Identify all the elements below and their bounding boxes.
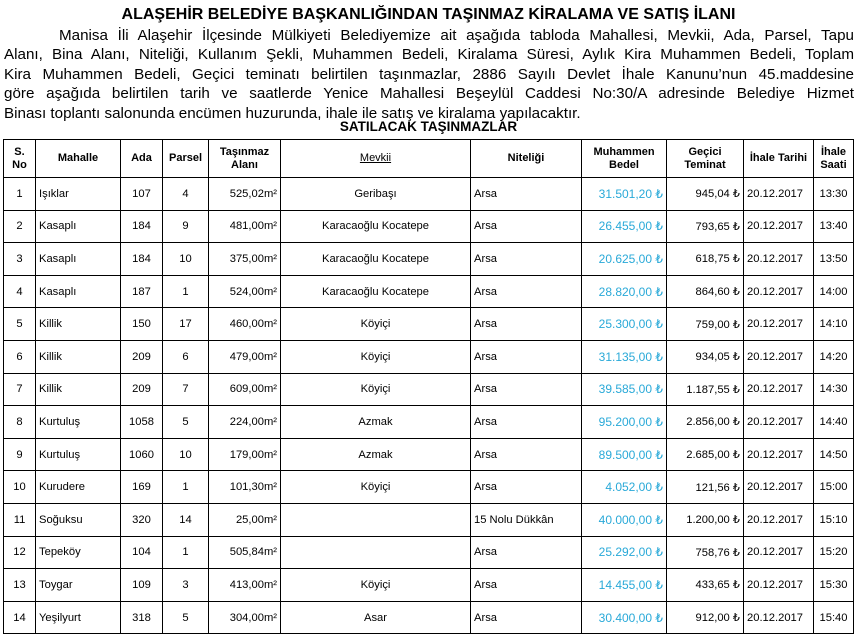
cell-niteligi: 15 Nolu Dükkân [471,503,582,536]
cell-no: 6 [4,340,36,373]
cell-mahalle: Kasaplı [36,210,121,243]
table-row [4,406,854,439]
table-row [4,275,854,308]
cell-mahalle: Işıklar [36,178,121,211]
cell-mevkii: Geribaşı [281,178,471,211]
cell-parsel: 1 [163,536,209,569]
cell-ada: 109 [121,569,163,602]
header-niteligi: Niteliği [471,140,582,178]
cell-tarih: 20.12.2017 [744,308,814,341]
cell-mahalle: Yeşilyurt [36,601,121,634]
cell-mevkii: Karacaoğlu Kocatepe [281,243,471,276]
table-row [4,471,854,504]
header-alan: Taşınmaz Alanı [209,140,281,178]
cell-muhammen: 30.400,00 ₺ [582,601,667,634]
intro-line: Manisa İli Alaşehir İlçesinde Mülkiyeti Belediyemize ait aşağıda tabloda Mahallesi, Mevkii, Ada, Parsel, Tapu [59,27,854,44]
cell-saat: 15:40 [814,601,854,634]
table-row [4,340,854,373]
cell-alan: 505,84m² [209,536,281,569]
cell-parsel: 5 [163,601,209,634]
cell-mevkii: Karacaoğlu Kocatepe [281,210,471,243]
cell-parsel: 7 [163,373,209,406]
intro-line: göre aşağıda belirtilen tarih ve saatlerde Yenice Mahallesi Beşeylül Caddesi No:30/A adresinde Belediye Hizmet [4,85,854,103]
cell-tarih: 20.12.2017 [744,471,814,504]
cell-alan: 479,00m² [209,340,281,373]
section-title: SATILACAK TAŞINMAZLAR [339,119,518,134]
cell-tarih: 20.12.2017 [744,243,814,276]
table-row [4,308,854,341]
cell-parsel: 3 [163,569,209,602]
cell-saat: 13:30 [814,178,854,211]
cell-no: 2 [4,210,36,243]
cell-saat: 14:50 [814,438,854,471]
cell-mevkii: Köyiçi [281,569,471,602]
cell-alan: 609,00m² [209,373,281,406]
cell-teminat: 912,00 ₺ [667,601,744,634]
cell-muhammen: 4.052,00 ₺ [582,471,667,504]
property-table [3,139,854,634]
cell-teminat: 793,65 ₺ [667,210,744,243]
cell-mahalle: Killik [36,373,121,406]
cell-alan: 413,00m² [209,569,281,602]
header-no: S. No [4,140,36,178]
cell-tarih: 20.12.2017 [744,340,814,373]
cell-saat: 15:10 [814,503,854,536]
cell-saat: 13:40 [814,210,854,243]
page-title: ALAŞEHİR BELEDİYE BAŞKANLIĞINDAN TAŞINMAZ KİRALAMA VE SATIŞ İLANI [121,6,736,23]
cell-no: 7 [4,373,36,406]
intro-line: Binası toplantı salonunda encümen huzurunda, ihale ile satış ve kiralama yapılacaktır. [4,104,581,122]
cell-mahalle: Killik [36,340,121,373]
cell-ada: 1058 [121,406,163,439]
cell-ada: 1060 [121,438,163,471]
cell-parsel: 6 [163,340,209,373]
cell-parsel: 1 [163,275,209,308]
cell-parsel: 9 [163,210,209,243]
header-teminat: Geçici Teminat [667,140,744,178]
cell-muhammen: 14.455,00 ₺ [582,569,667,602]
cell-teminat: 1.187,55 ₺ [667,373,744,406]
table-row [4,243,854,276]
cell-teminat: 2.685,00 ₺ [667,438,744,471]
cell-mahalle: Killik [36,308,121,341]
cell-parsel: 5 [163,406,209,439]
cell-ada: 107 [121,178,163,211]
cell-ada: 169 [121,471,163,504]
cell-teminat: 945,04 ₺ [667,178,744,211]
cell-muhammen: 28.820,00 ₺ [582,275,667,308]
cell-niteligi: Arsa [471,178,582,211]
cell-ada: 187 [121,275,163,308]
cell-saat: 14:20 [814,340,854,373]
cell-mevkii: Asar [281,601,471,634]
cell-mahalle: Kurtuluş [36,438,121,471]
cell-teminat: 2.856,00 ₺ [667,406,744,439]
cell-mevkii: Köyiçi [281,471,471,504]
cell-saat: 13:50 [814,243,854,276]
cell-saat: 14:00 [814,275,854,308]
cell-ada: 150 [121,308,163,341]
cell-no: 1 [4,178,36,211]
cell-alan: 375,00m² [209,243,281,276]
cell-parsel: 1 [163,471,209,504]
cell-alan: 25,00m² [209,503,281,536]
cell-no: 4 [4,275,36,308]
cell-no: 14 [4,601,36,634]
table-row [4,503,854,536]
cell-alan: 224,00m² [209,406,281,439]
intro-paragraph [4,26,854,123]
cell-saat: 15:20 [814,536,854,569]
header-parsel: Parsel [163,140,209,178]
cell-mahalle: Tepeköy [36,536,121,569]
cell-niteligi: Arsa [471,569,582,602]
cell-mevkii: Köyiçi [281,340,471,373]
cell-niteligi: Arsa [471,243,582,276]
cell-alan: 481,00m² [209,210,281,243]
cell-no: 11 [4,503,36,536]
cell-niteligi: Arsa [471,308,582,341]
cell-niteligi: Arsa [471,406,582,439]
cell-tarih: 20.12.2017 [744,536,814,569]
cell-muhammen: 25.292,00 ₺ [582,536,667,569]
cell-tarih: 20.12.2017 [744,406,814,439]
cell-alan: 304,00m² [209,601,281,634]
header-tarih: İhale Tarihi [744,140,814,178]
cell-teminat: 759,00 ₺ [667,308,744,341]
cell-tarih: 20.12.2017 [744,210,814,243]
header-mevkii: Mevkii [281,140,471,178]
cell-alan: 524,00m² [209,275,281,308]
cell-teminat: 618,75 ₺ [667,243,744,276]
cell-niteligi: Arsa [471,373,582,406]
cell-parsel: 17 [163,308,209,341]
header-saat: İhale Saati [814,140,854,178]
cell-parsel: 10 [163,438,209,471]
intro-line: Kira Muhammen Bedeli, Geçici teminatı belirtilen taşınmazlar, 2886 Sayılı Devlet İhale Kanunu’nun 45.maddesine [4,65,854,83]
cell-mevkii [281,536,471,569]
cell-muhammen: 89.500,00 ₺ [582,438,667,471]
cell-tarih: 20.12.2017 [744,569,814,602]
cell-ada: 209 [121,340,163,373]
cell-ada: 318 [121,601,163,634]
cell-ada: 104 [121,536,163,569]
cell-tarih: 20.12.2017 [744,438,814,471]
table-row [4,536,854,569]
cell-teminat: 1.200,00 ₺ [667,503,744,536]
cell-alan: 101,30m² [209,471,281,504]
table-row [4,210,854,243]
cell-mahalle: Kurudere [36,471,121,504]
cell-parsel: 4 [163,178,209,211]
table-row [4,178,854,211]
header-muhammen: Muhammen Bedel [582,140,667,178]
cell-alan: 179,00m² [209,438,281,471]
cell-alan: 525,02m² [209,178,281,211]
table-row [4,373,854,406]
cell-mahalle: Kasaplı [36,243,121,276]
cell-parsel: 14 [163,503,209,536]
cell-mevkii: Köyiçi [281,308,471,341]
cell-no: 13 [4,569,36,602]
cell-saat: 14:30 [814,373,854,406]
cell-ada: 209 [121,373,163,406]
cell-mahalle: Kasaplı [36,275,121,308]
cell-muhammen: 39.585,00 ₺ [582,373,667,406]
cell-muhammen: 40.000,00 ₺ [582,503,667,536]
cell-ada: 184 [121,243,163,276]
cell-mevkii: Karacaoğlu Kocatepe [281,275,471,308]
cell-niteligi: Arsa [471,340,582,373]
cell-no: 10 [4,471,36,504]
cell-mevkii: Köyiçi [281,373,471,406]
cell-tarih: 20.12.2017 [744,503,814,536]
cell-teminat: 934,05 ₺ [667,340,744,373]
cell-saat: 14:40 [814,406,854,439]
cell-mevkii: Azmak [281,438,471,471]
cell-saat: 15:00 [814,471,854,504]
cell-niteligi: Arsa [471,536,582,569]
cell-teminat: 121,56 ₺ [667,471,744,504]
table-header-row [4,140,854,178]
cell-no: 8 [4,406,36,439]
cell-muhammen: 25.300,00 ₺ [582,308,667,341]
cell-mahalle: Toygar [36,569,121,602]
cell-niteligi: Arsa [471,438,582,471]
table-row [4,569,854,602]
cell-mahalle: Soğuksu [36,503,121,536]
table-row [4,601,854,634]
cell-niteligi: Arsa [471,471,582,504]
cell-ada: 184 [121,210,163,243]
cell-mevkii: Azmak [281,406,471,439]
cell-mahalle: Kurtuluş [36,406,121,439]
cell-muhammen: 95.200,00 ₺ [582,406,667,439]
header-mahalle: Mahalle [36,140,121,178]
cell-niteligi: Arsa [471,601,582,634]
cell-no: 12 [4,536,36,569]
cell-tarih: 20.12.2017 [744,178,814,211]
cell-saat: 14:10 [814,308,854,341]
cell-tarih: 20.12.2017 [744,373,814,406]
header-ada: Ada [121,140,163,178]
cell-ada: 320 [121,503,163,536]
cell-no: 9 [4,438,36,471]
table-body [4,178,854,634]
cell-teminat: 433,65 ₺ [667,569,744,602]
cell-muhammen: 31.135,00 ₺ [582,340,667,373]
cell-no: 3 [4,243,36,276]
cell-alan: 460,00m² [209,308,281,341]
cell-tarih: 20.12.2017 [744,601,814,634]
cell-tarih: 20.12.2017 [744,275,814,308]
cell-saat: 15:30 [814,569,854,602]
cell-no: 5 [4,308,36,341]
cell-teminat: 864,60 ₺ [667,275,744,308]
cell-mevkii [281,503,471,536]
cell-muhammen: 26.455,00 ₺ [582,210,667,243]
cell-muhammen: 20.625,00 ₺ [582,243,667,276]
cell-muhammen: 31.501,20 ₺ [582,178,667,211]
cell-parsel: 10 [163,243,209,276]
cell-teminat: 758,76 ₺ [667,536,744,569]
intro-line: Alanı, Bina Alanı, Niteliği, Kullanım Şekli, Muhammen Bedeli, Kiralama Süresi, Aylık Kira Muhammen Bedeli, Toplam [4,46,854,64]
cell-niteligi: Arsa [471,275,582,308]
table-row [4,438,854,471]
cell-niteligi: Arsa [471,210,582,243]
